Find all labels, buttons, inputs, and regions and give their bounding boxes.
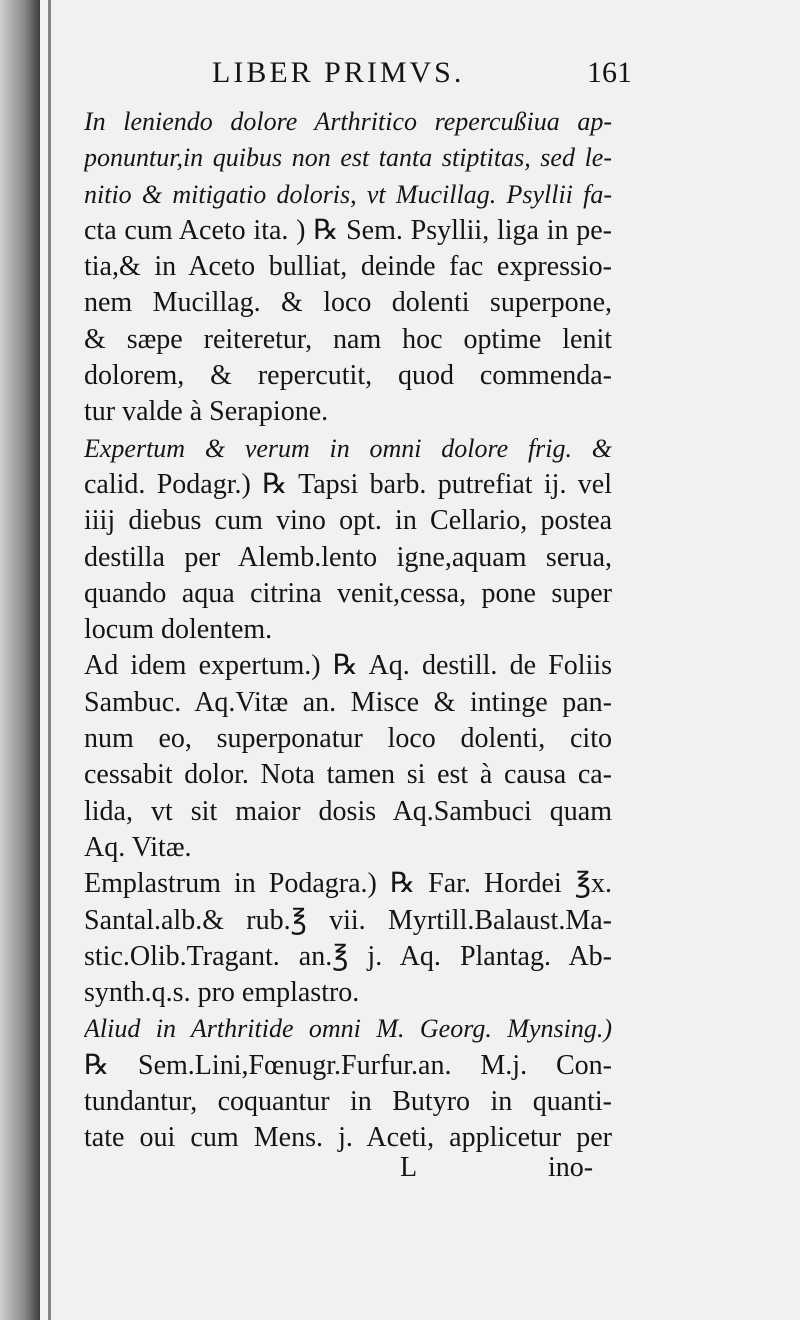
page-number: 161 (587, 56, 632, 89)
book-page (40, 0, 800, 1320)
text-line: ponuntur,in quibus non est tanta stiptitas, sed le- (84, 143, 612, 173)
page-header (212, 56, 632, 96)
signature-mark: L (400, 1152, 418, 1183)
text-line: synth.q.s. pro emplastro. (84, 977, 360, 1009)
text-line: locum dolentem. (84, 614, 273, 646)
text-line: destilla per Alemb.lento igne,aquam serua, (84, 541, 612, 573)
text-line: Aliud in Arthritide omni M. Georg. Mynsing.) (84, 1014, 612, 1044)
text-line: cta cum Aceto ita. ) ℞ Sem. Psyllii, liga in pe- (84, 214, 612, 246)
text-line: tate oui cum Mens. j. Aceti, applicetur per (84, 1122, 612, 1154)
text-line: Ad idem expertum.) ℞ Aq. destill. de Foliis (84, 650, 612, 682)
running-head: LIBER PRIMVS. (212, 56, 465, 89)
text-line: Aq. Vitæ. (84, 831, 192, 863)
gutter-line (48, 0, 51, 1320)
text-line: quando aqua citrina venit,cessa, pone super (84, 577, 612, 609)
text-line: tundantur, coquantur in Butyro in quanti- (84, 1086, 612, 1118)
text-line: iiij diebus cum vino opt. in Cellario, postea (84, 505, 612, 537)
text-line: Expertum & verum in omni dolore frig. & (84, 433, 612, 463)
text-line: tur valde à Serapione. (84, 396, 329, 428)
text-line: Emplastrum in Podagra.) ℞ Far. Hordei ℥x. (84, 868, 612, 900)
text-line: lida, vt sit maior dosis Aq.Sambuci quam (84, 795, 612, 827)
text-line: num eo, superponatur loco dolenti, cito (84, 723, 612, 755)
page-binding-shadow (0, 0, 44, 1320)
text-line: Santal.alb.& rub.℥ vii. Myrtill.Balaust.Ma- (84, 904, 612, 936)
text-line: dolorem, & repercutit, quod commenda- (84, 360, 612, 392)
text-line: calid. Podagr.) ℞ Tapsi barb. putrefiat ij. vel (84, 468, 612, 500)
text-line: nitio & mitigatio doloris, vt Mucillag. Psyllii fa- (84, 179, 612, 209)
text-line: ℞ Sem.Lini,Fœnugr.Furfur.an. M.j. Con- (84, 1049, 612, 1081)
text-line: Sambuc. Aq.Vitæ an. Misce & intinge pan- (84, 686, 612, 718)
text-block (84, 104, 612, 1157)
text-line: nem Mucillag. & loco dolenti superpone, (84, 287, 612, 319)
text-line: tia,& in Aceto bulliat, deinde fac expressio- (84, 251, 612, 283)
text-line: In leniendo dolore Arthritico repercußiua ap- (84, 107, 612, 136)
text-line: cessabit dolor. Nota tamen si est à causa ca- (84, 759, 612, 791)
catchword: ino- (548, 1152, 594, 1183)
text-line: & sæpe reiteretur, nam hoc optime lenit (84, 323, 612, 355)
text-line: stic.Olib.Tragant. an.℥ j. Aq. Plantag. Ab- (84, 940, 612, 972)
